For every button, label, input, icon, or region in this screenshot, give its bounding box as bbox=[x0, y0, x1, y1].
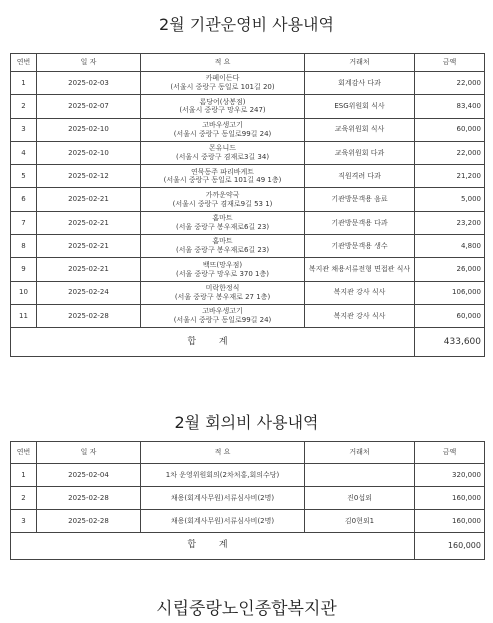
meeting-table-title: 2월 회의비 사용내역 bbox=[174, 413, 319, 432]
row-description bbox=[141, 165, 305, 188]
row-amount: 320,000 bbox=[415, 464, 485, 487]
row-description bbox=[141, 118, 305, 141]
total-amount: 160,000 bbox=[415, 533, 485, 560]
row-date: 2025-02-21 bbox=[37, 235, 141, 258]
row-date: 2025-02-21 bbox=[37, 188, 141, 211]
row-vendor: 김0현외1 bbox=[305, 510, 415, 533]
vendor-name: 백뜨(망우점) bbox=[202, 260, 243, 269]
row-no: 8 bbox=[11, 235, 37, 258]
vendor-name: 가까운약국 bbox=[205, 190, 240, 199]
operating-expense-table bbox=[10, 53, 485, 357]
table-row bbox=[11, 211, 485, 234]
header-amount: 금액 bbox=[415, 54, 485, 72]
total-row bbox=[11, 533, 485, 560]
row-vendor: ESG위원회 식사 bbox=[305, 95, 415, 118]
row-amount: 160,000 bbox=[415, 487, 485, 510]
row-description bbox=[141, 72, 305, 95]
row-no: 5 bbox=[11, 165, 37, 188]
row-vendor: 기관방문객용 생수 bbox=[305, 235, 415, 258]
row-description: 채용(회계사무원)서류심사비(2명) bbox=[141, 487, 305, 510]
table-row bbox=[11, 258, 485, 281]
vendor-name: 미락한정식 bbox=[205, 284, 240, 293]
row-amount: 23,200 bbox=[415, 211, 485, 234]
header-description: 적 요 bbox=[141, 54, 305, 72]
row-amount: 22,000 bbox=[415, 141, 485, 164]
row-amount: 160,000 bbox=[415, 510, 485, 533]
row-no: 1 bbox=[11, 72, 37, 95]
row-amount: 83,400 bbox=[415, 95, 485, 118]
row-description bbox=[141, 95, 305, 118]
vendor-address: (서울 중랑구 망우로 370 1층) bbox=[175, 269, 270, 278]
row-no: 10 bbox=[11, 281, 37, 304]
row-date: 2025-02-07 bbox=[37, 95, 141, 118]
row-no: 2 bbox=[11, 95, 37, 118]
vendor-name: 홈마트 bbox=[212, 237, 233, 246]
row-date: 2025-02-03 bbox=[37, 72, 141, 95]
vendor-address: (서울시 중랑구 동일로99길 24) bbox=[173, 129, 272, 138]
table-row bbox=[11, 165, 485, 188]
row-date: 2025-02-10 bbox=[37, 141, 141, 164]
table-header-row bbox=[11, 54, 485, 72]
vendor-name: 몬유니드 bbox=[208, 144, 237, 153]
vendor-address: (서울시 중랑구 겸재로9길 53 1) bbox=[172, 199, 273, 208]
row-no: 3 bbox=[11, 510, 37, 533]
row-vendor bbox=[305, 464, 415, 487]
row-description bbox=[141, 258, 305, 281]
row-vendor: 교육위원회 다과 bbox=[305, 141, 415, 164]
row-date: 2025-02-04 bbox=[37, 464, 141, 487]
total-label: 합 계 bbox=[11, 533, 415, 560]
row-no: 3 bbox=[11, 118, 37, 141]
row-vendor: 기관방문객용 음료 bbox=[305, 188, 415, 211]
total-amount: 433,600 bbox=[415, 328, 485, 357]
row-no: 7 bbox=[11, 211, 37, 234]
vendor-name: 홈마트 bbox=[212, 214, 233, 223]
organization-name: 시립중랑노인종합복지관 bbox=[156, 599, 337, 619]
table-header-row bbox=[11, 442, 485, 464]
row-description bbox=[141, 188, 305, 211]
header-vendor: 거래처 bbox=[305, 442, 415, 464]
row-description bbox=[141, 281, 305, 304]
row-amount: 22,000 bbox=[415, 72, 485, 95]
expense-table-title: 2월 기관운영비 사용내역 bbox=[159, 15, 334, 34]
row-vendor: 회계감사 다과 bbox=[305, 72, 415, 95]
vendor-address: (서울시 중랑구 겸재로3길 34) bbox=[175, 153, 270, 162]
row-date: 2025-02-21 bbox=[37, 258, 141, 281]
table-row bbox=[11, 141, 485, 164]
row-amount: 106,000 bbox=[415, 281, 485, 304]
row-description bbox=[141, 235, 305, 258]
header-amount: 금액 bbox=[415, 442, 485, 464]
row-vendor: 복지관 강사 식사 bbox=[305, 304, 415, 327]
row-vendor: 교육위원회 식사 bbox=[305, 118, 415, 141]
row-description bbox=[141, 211, 305, 234]
meeting-expense-table bbox=[10, 441, 485, 560]
vendor-address: (서울 중랑구 봉우재로6길 23) bbox=[175, 222, 270, 231]
table-row bbox=[11, 118, 485, 141]
vendor-address: (서울 중랑구 봉우재로 27 1층) bbox=[174, 292, 271, 301]
row-date: 2025-02-12 bbox=[37, 165, 141, 188]
vendor-name: 고바우생고기 bbox=[202, 307, 243, 316]
table-row bbox=[11, 235, 485, 258]
header-description: 적 요 bbox=[141, 442, 305, 464]
vendor-name: 카페이든다 bbox=[205, 74, 240, 83]
table-row bbox=[11, 510, 485, 533]
table-row bbox=[11, 72, 485, 95]
row-vendor: 복지관 채용서류전형 면접관 식사 bbox=[305, 258, 415, 281]
row-amount: 60,000 bbox=[415, 304, 485, 327]
row-no: 6 bbox=[11, 188, 37, 211]
table-row bbox=[11, 464, 485, 487]
header-date: 일 자 bbox=[37, 54, 141, 72]
row-vendor: 직원격려 다과 bbox=[305, 165, 415, 188]
vendor-address: (서울시 중랑구 망우로 247) bbox=[179, 106, 266, 115]
row-no: 1 bbox=[11, 464, 37, 487]
table-row bbox=[11, 487, 485, 510]
total-label: 합 계 bbox=[11, 328, 415, 357]
row-description bbox=[141, 141, 305, 164]
vendor-name: 고바우생고기 bbox=[202, 120, 243, 129]
vendor-address: (서울시 중랑구 동일로 101길 49 1층) bbox=[163, 176, 282, 185]
row-vendor: 기관방문객용 다과 bbox=[305, 211, 415, 234]
vendor-address: (서울 중랑구 봉우재로6길 23) bbox=[175, 246, 270, 255]
row-amount: 21,200 bbox=[415, 165, 485, 188]
row-no: 2 bbox=[11, 487, 37, 510]
row-date: 2025-02-24 bbox=[37, 281, 141, 304]
vendor-name: 롬당어(상봉점) bbox=[199, 97, 246, 106]
row-date: 2025-02-21 bbox=[37, 211, 141, 234]
row-date: 2025-02-28 bbox=[37, 510, 141, 533]
header-no: 연번 bbox=[11, 442, 37, 464]
table-row bbox=[11, 95, 485, 118]
header-no: 연번 bbox=[11, 54, 37, 72]
total-row bbox=[11, 328, 485, 357]
row-amount: 26,000 bbox=[415, 258, 485, 281]
row-vendor: 진0섭외 bbox=[305, 487, 415, 510]
header-date: 일 자 bbox=[37, 442, 141, 464]
row-no: 4 bbox=[11, 141, 37, 164]
row-date: 2025-02-28 bbox=[37, 304, 141, 327]
header-vendor: 거래처 bbox=[305, 54, 415, 72]
table-row bbox=[11, 188, 485, 211]
row-amount: 4,800 bbox=[415, 235, 485, 258]
table-row bbox=[11, 281, 485, 304]
row-no: 9 bbox=[11, 258, 37, 281]
row-amount: 60,000 bbox=[415, 118, 485, 141]
row-date: 2025-02-28 bbox=[37, 487, 141, 510]
row-amount: 5,000 bbox=[415, 188, 485, 211]
row-description bbox=[141, 304, 305, 327]
vendor-address: (서울시 중랑구 동일로 101길 20) bbox=[170, 83, 275, 92]
row-date: 2025-02-10 bbox=[37, 118, 141, 141]
vendor-name: 연묵동주 파리바게트 bbox=[190, 167, 255, 176]
row-description: 1차 운영위원회의(2차처홍,회의수당) bbox=[141, 464, 305, 487]
table-row bbox=[11, 304, 485, 327]
vendor-address: (서울시 중랑구 동일로99길 24) bbox=[173, 316, 272, 325]
row-no: 11 bbox=[11, 304, 37, 327]
row-vendor: 복지관 강사 식사 bbox=[305, 281, 415, 304]
row-description: 채용(회계사무원)서류심사비(2명) bbox=[141, 510, 305, 533]
